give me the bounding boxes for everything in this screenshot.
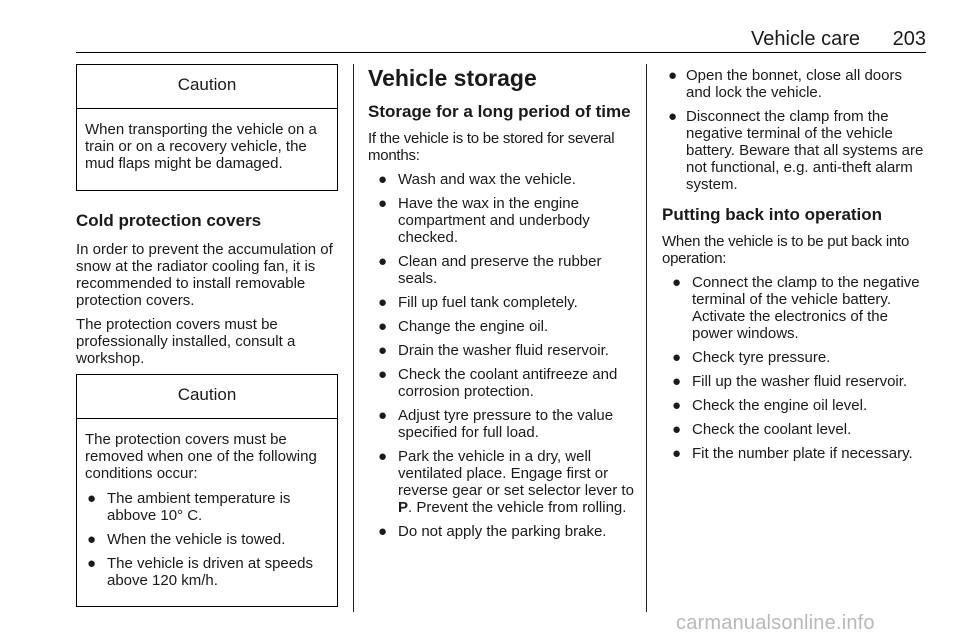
- list-item: ● Fit the number plate if necessary.: [672, 445, 913, 462]
- list-item: ● Do not apply the parking brake.: [378, 523, 607, 540]
- caution-list-item: ● The vehicle is driven at speeds above 120 km/h.: [87, 555, 313, 589]
- column-middle: [368, 64, 634, 548]
- bullet-icon: ●: [672, 445, 682, 462]
- column-right: [662, 64, 928, 470]
- list-item: ● Drain the washer fluid reservoir.: [378, 342, 609, 359]
- list-item: ● Check the coolant antifreeze and corrosion protection.: [378, 366, 618, 400]
- caution-text: The protection covers must be removed when one of the following conditions occur:: [85, 431, 317, 482]
- cold-protection-heading: Cold protection covers: [76, 211, 262, 230]
- list-item: ● Fill up fuel tank completely.: [378, 294, 578, 311]
- bullet-icon: ●: [87, 490, 97, 507]
- cold-protection-paragraph: In order to prevent the accumulation of snow at the radiator cooling fan, it is recommended to install removable protection covers.: [76, 241, 333, 309]
- storage-intro: If the vehicle is to be stored for several months:: [368, 130, 615, 164]
- operation-checklist: [662, 274, 928, 462]
- bullet-icon: ●: [378, 318, 388, 335]
- list-item: ● Check the engine oil level.: [672, 397, 868, 414]
- column-divider: [646, 64, 647, 612]
- list-item: ● Disconnect the clamp from the negative terminal of the vehicle battery. Beware that all systems are not functional, e.g. anti-theft alarm system.: [668, 108, 924, 193]
- storage-checklist-continued: [662, 67, 928, 193]
- bullet-icon: ●: [668, 67, 678, 84]
- bullet-icon: ●: [378, 195, 388, 212]
- bullet-icon: ●: [378, 407, 388, 424]
- list-item: ● Fill up the washer fluid reservoir.: [672, 373, 908, 390]
- bullet-icon: ●: [672, 274, 682, 291]
- selector-position-p: P: [398, 499, 409, 516]
- putting-back-intro: When the vehicle is to be put back into operation:: [662, 233, 910, 267]
- caution-box-covers: [76, 374, 338, 607]
- caution-list-item: ● When the vehicle is towed.: [87, 531, 286, 548]
- column-left: [76, 64, 338, 627]
- list-item: ● Check the coolant level.: [672, 421, 852, 438]
- bullet-icon: ●: [672, 373, 682, 390]
- bullet-icon: ●: [668, 108, 678, 125]
- bullet-icon: ●: [672, 421, 682, 438]
- bullet-icon: ●: [87, 531, 97, 548]
- storage-checklist: [368, 171, 634, 540]
- list-item: ● Clean and preserve the rubber seals.: [378, 253, 602, 287]
- section-title: Vehicle care: [751, 28, 860, 50]
- bullet-icon: ●: [378, 253, 388, 270]
- list-item: ● Change the engine oil.: [378, 318, 549, 335]
- bullet-icon: ●: [672, 397, 682, 414]
- bullet-icon: ●: [87, 555, 97, 572]
- column-divider: [353, 64, 354, 612]
- bullet-icon: ●: [378, 523, 388, 540]
- list-item: ● Adjust tyre pressure to the value specified for full load.: [378, 407, 614, 441]
- putting-back-heading: Putting back into operation: [662, 205, 883, 224]
- bullet-icon: ●: [378, 366, 388, 383]
- caution-title: Caution: [77, 65, 337, 109]
- bullet-icon: ●: [672, 349, 682, 366]
- list-item: ● Have the wax in the engine compartment and underbody checked.: [378, 195, 590, 246]
- page-header: [76, 26, 926, 53]
- watermark: carmanualsonline.info: [676, 612, 875, 634]
- list-item: ● Connect the clamp to the negative terminal of the vehicle battery. Activate the electronics of the power windows.: [672, 274, 920, 342]
- bullet-icon: ●: [378, 342, 388, 359]
- vehicle-storage-heading: Vehicle storage: [368, 65, 537, 91]
- caution-box-transport: [76, 64, 338, 191]
- list-item: ● Open the bonnet, close all doors and lock the vehicle.: [668, 67, 902, 101]
- list-item: ● Wash and wax the vehicle.: [378, 171, 576, 188]
- caution-title: Caution: [77, 375, 337, 419]
- list-item: ● Park the vehicle in a dry, well ventilated place. Engage first or reverse gear or set selector lever to P. Prevent the vehicle from rolling.: [378, 448, 634, 516]
- page-number: 203: [892, 28, 926, 50]
- cold-protection-paragraph: The protection covers must be professionally installed, consult a workshop.: [76, 316, 296, 367]
- caution-text: When transporting the vehicle on a train or on a recovery vehicle, the mud flaps might be damaged.: [85, 121, 317, 172]
- list-item: ● Check tyre pressure.: [672, 349, 831, 366]
- bullet-icon: ●: [378, 294, 388, 311]
- long-storage-subheading: Storage for a long period of time: [368, 102, 631, 121]
- caution-list-item: ● The ambient temperature is abbove 10° C.: [87, 490, 291, 524]
- bullet-icon: ●: [378, 171, 388, 188]
- bullet-icon: ●: [378, 448, 388, 465]
